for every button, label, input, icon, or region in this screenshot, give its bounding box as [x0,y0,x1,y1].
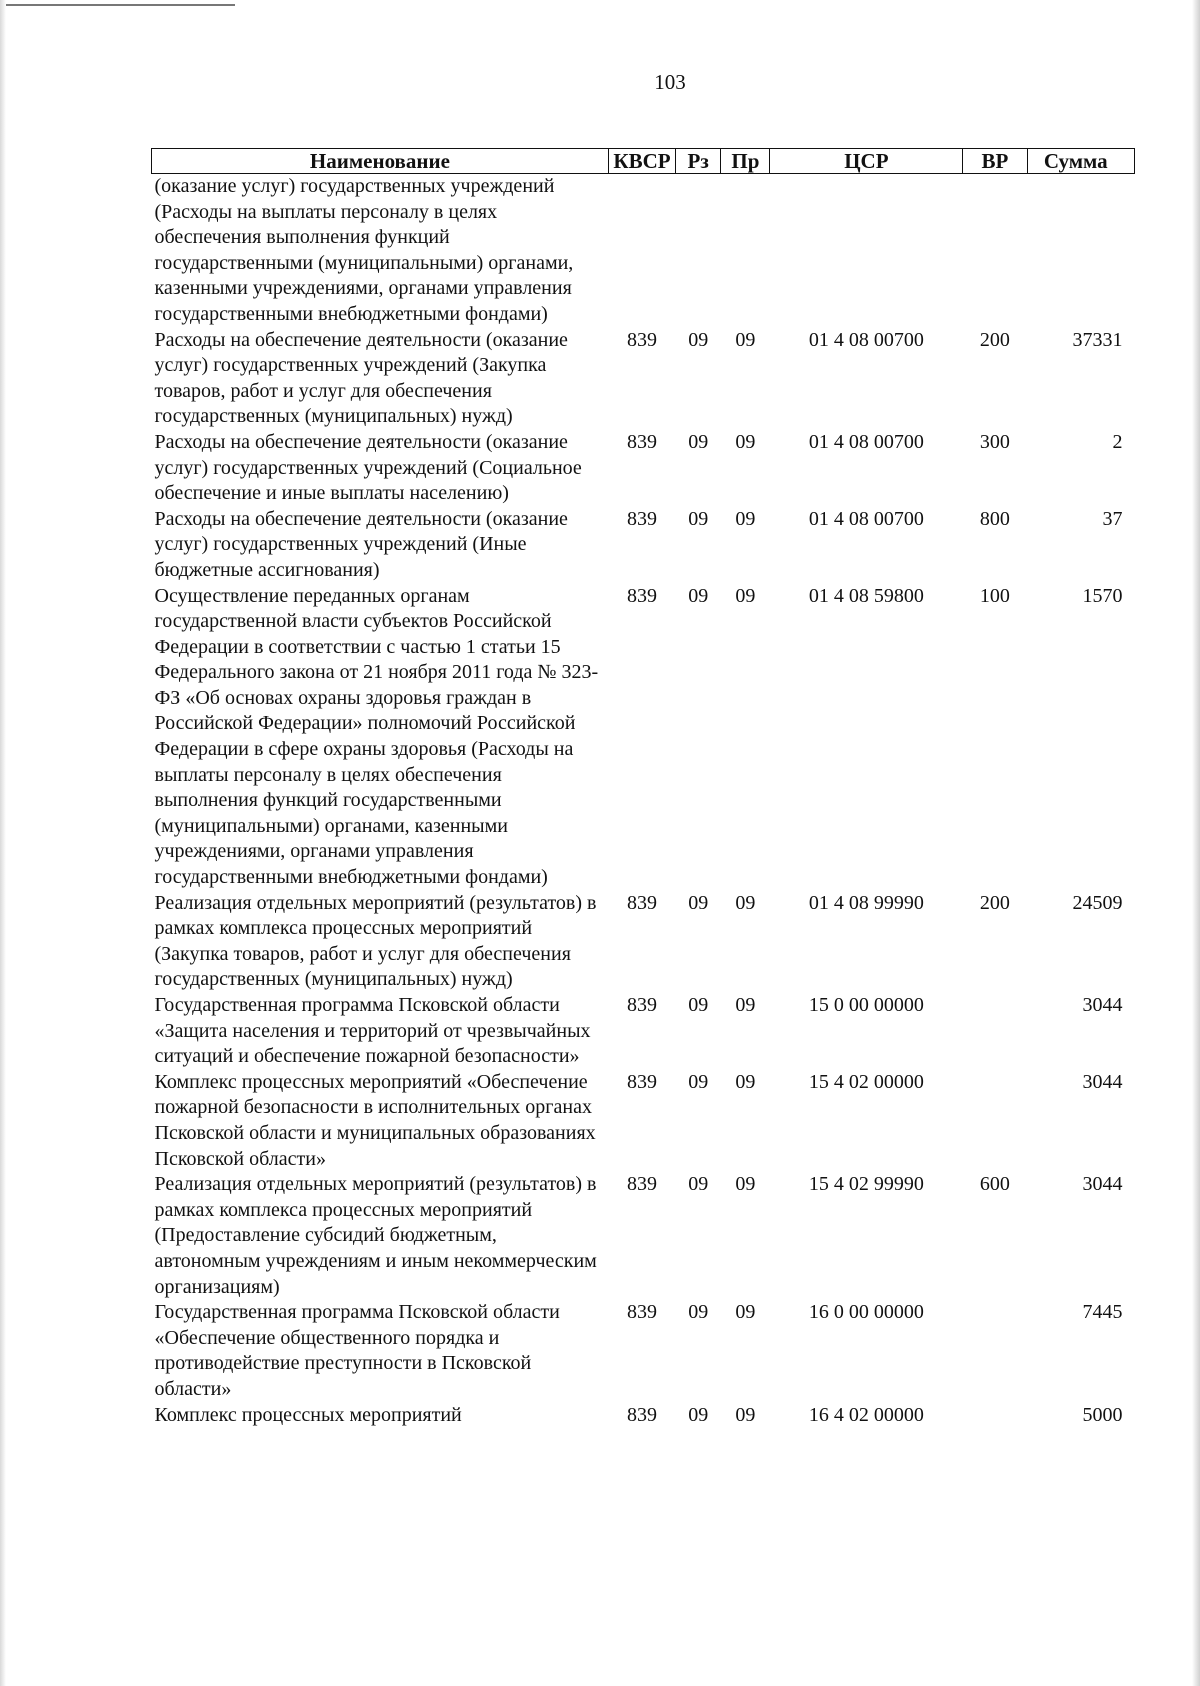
row-csr: 01 4 08 00700 [808,430,924,453]
row-kvsr: 839 [626,1173,657,1196]
row-rz: 09 [688,1070,709,1093]
table-header-row [152,149,1135,174]
row-csr: 01 4 08 99990 [808,891,924,914]
row-csr: 16 4 02 00000 [808,1403,924,1426]
row-name: Осуществление переданных органам государственной власти субъектов Российской Федерации в соответствии с частью 1 статьи 15 Федерального закона от 21 ноября 2011 года № 323-ФЗ «Об основах охраны здоровья граждан в Российской Федерации» полномочий Российской Федерации в сфере охраны здоровья (Расходы на выплаты персоналу в целях обеспечения выполнения функций государственными (муниципальными) органами, казенными учреждениями, органами управления государственными внебюджетными фондами) [154,584,599,889]
row-vr: 600 [979,1173,1010,1196]
table-row [152,174,1135,328]
table-row [152,507,1135,584]
row-kvsr: 839 [626,430,657,453]
budget-table [151,148,1135,1428]
row-kvsr: 839 [626,1403,657,1426]
row-pr: 09 [735,891,756,914]
row-vr [963,1403,1027,1429]
row-sum: 7445 [1082,1301,1123,1324]
row-sum: 3044 [1082,1070,1123,1093]
row-kvsr [608,174,675,328]
row-csr: 01 4 08 00700 [808,507,924,530]
table-row [152,1172,1135,1300]
table-row [152,891,1135,993]
row-vr: 800 [979,507,1010,530]
row-sum: 5000 [1082,1403,1123,1426]
header-csr: ЦСР [770,149,963,174]
row-kvsr: 839 [626,1301,657,1324]
row-sum: 37 [1102,507,1123,530]
row-vr [963,174,1027,328]
row-pr: 09 [735,584,756,607]
row-csr: 15 0 00 00000 [808,994,924,1016]
row-csr: 01 4 08 59800 [808,584,924,607]
row-csr: 01 4 08 00700 [808,328,924,351]
row-rz: 09 [688,507,709,530]
row-kvsr: 839 [626,507,657,530]
scan-edge-left [0,0,6,1686]
header-vr: ВР [963,149,1027,174]
row-rz [676,174,721,328]
row-vr: 200 [979,891,1010,914]
row-name: Комплекс процессных мероприятий [154,1403,462,1426]
row-rz: 09 [688,1301,709,1324]
row-sum: 1570 [1082,584,1123,607]
row-kvsr: 839 [626,584,657,607]
scan-edge-right [1192,0,1200,1686]
row-vr: 300 [979,430,1010,453]
row-kvsr: 839 [626,891,657,914]
header-name: Наименование [152,149,609,174]
row-rz: 09 [688,891,709,914]
row-name: Комплекс процессных мероприятий «Обеспечение пожарной безопасности в исполнительных органах Псковской области и муниципальных образованиях Псковской области» [154,1070,596,1170]
row-sum: 37331 [1072,328,1123,351]
row-pr: 09 [735,994,756,1016]
row-name: Реализация отдельных мероприятий (результатов) в рамках комплекса процессных мероприятий (Предоставление субсидий бюджетным, автономным учреждениям и иным некоммерческим организациям) [154,1173,597,1298]
row-kvsr: 839 [626,994,657,1016]
row-csr: 15 4 02 00000 [808,1070,924,1093]
table-row [152,1403,1135,1429]
row-pr: 09 [735,1301,756,1324]
row-pr: 09 [735,328,756,351]
row-pr [721,174,770,328]
table-row [152,584,1135,891]
table-row [152,993,1135,1070]
row-pr: 09 [735,1403,756,1426]
row-name: Реализация отдельных мероприятий (результатов) в рамках комплекса процессных мероприятий (Закупка товаров, работ и услуг для обеспечения государственных (муниципальных) нужд) [154,891,597,991]
table-row [152,328,1135,430]
table-row [152,1300,1135,1402]
row-kvsr: 839 [626,1070,657,1093]
row-vr [963,1070,1027,1172]
row-csr: 15 4 02 99990 [808,1173,924,1196]
row-sum: 3044 [1082,994,1123,1016]
row-name: Государственная программа Псковской области «Защита населения и территорий от чрезвычайных ситуаций и обеспечение пожарной безопасности» [154,994,591,1068]
header-pr: Пр [721,149,770,174]
header-sum: Сумма [1027,149,1135,174]
row-sum: 3044 [1082,1173,1123,1196]
page-number: 103 [654,70,686,94]
table-row [152,430,1135,507]
row-rz: 09 [688,1173,709,1196]
row-rz: 09 [688,994,709,1016]
row-name: Расходы на обеспечение деятельности (оказание услуг) государственных учреждений (Иные бюджетные ассигнования) [154,507,568,581]
row-vr: 200 [979,328,1010,351]
scan-artifact-line [0,4,235,6]
row-sum: 24509 [1072,891,1123,914]
row-pr: 09 [735,507,756,530]
row-rz: 09 [688,430,709,453]
row-name: Расходы на обеспечение деятельности (оказание услуг) государственных учреждений (Социальное обеспечение и иные выплаты населению) [154,430,582,505]
row-csr [770,174,963,328]
row-pr: 09 [735,430,756,453]
row-sum [1027,174,1135,328]
row-rz: 09 [688,1403,709,1426]
row-pr: 09 [735,1070,756,1093]
table-row [152,1070,1135,1172]
row-name: Расходы на обеспечение деятельности (оказание услуг) государственных учреждений (Закупка товаров, работ и услуг для обеспечения государственных (муниципальных) нужд) [154,328,568,428]
row-rz: 09 [688,328,709,351]
row-pr: 09 [735,1173,756,1196]
row-vr: 100 [979,584,1010,607]
row-csr: 16 0 00 00000 [808,1301,924,1324]
row-rz: 09 [688,584,709,607]
row-kvsr: 839 [626,328,657,351]
row-sum: 2 [1112,430,1123,453]
row-vr [963,993,1027,1070]
row-name: Государственная программа Псковской области «Обеспечение общественного порядка и противодействие преступности в Псковской области» [154,1301,560,1400]
header-rz: Рз [676,149,721,174]
row-name: (оказание услуг) государственных учреждений (Расходы на выплаты персоналу в целях обеспечения выполнения функций государственными (муниципальными) органами, казенными учреждениями, органами управления государственными внебюджетными фондами) [154,175,574,325]
row-vr [963,1300,1027,1402]
header-kvsr: КВСР [608,149,675,174]
